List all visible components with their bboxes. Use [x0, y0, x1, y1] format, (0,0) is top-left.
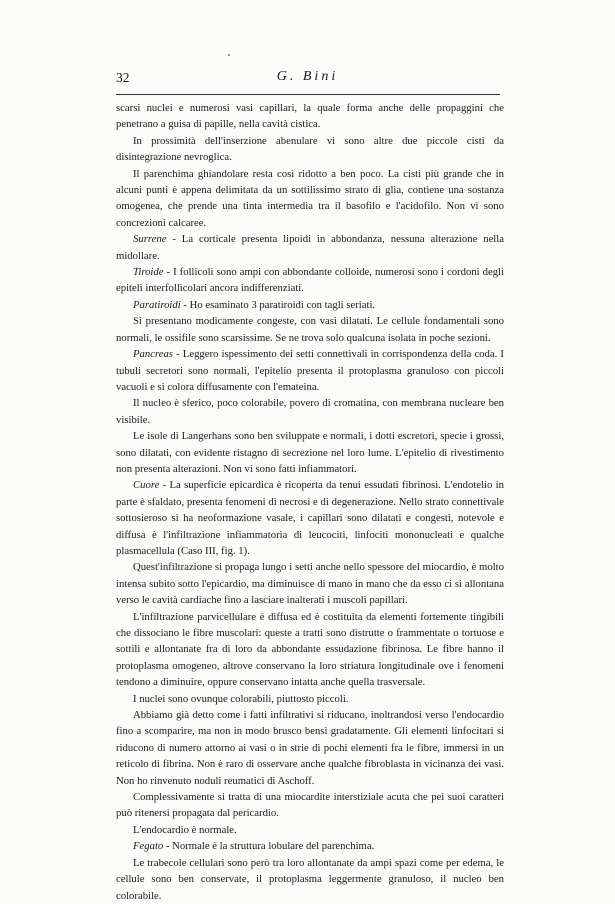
paragraph: Si presentano modicamente congeste, con vasi dilatati. Le cellule fondamentali sono normali, le ossifile sono scarsissime. Se ne trova solo qualcuna isolata in poche sezioni. [116, 315, 504, 344]
header-rule [116, 94, 500, 95]
body-text [116, 100, 504, 904]
paragraph: L'infiltrazione parvicellulare è diffusa ed è costituita da elementi fortemente tingibili che dissociano le fibre muscolari: queste a tratti sono distrutte o frammentate o tortuose e sottili e allontanate fra di loro da abbondante essudazione fibrinosa. Le fibre hanno il protoplasma omogeneo, altrove conservano la loro striatura longitudinale ove i fenomeni tendono a diminuire, oppure conservano intatta anche quella trasversale. [116, 610, 504, 689]
paragraph: Le isole di Langerhans sono ben sviluppate e normali, i dotti escretori, specie i grossi, sono dilatati, con evidente ristagno di secrezione nel loro lume. L'epitelio di rivestimento non presenta alterazioni. Non vi sono fatti infiammatori. [116, 430, 504, 475]
paragraph: I nuclei sono ovunque colorabili, piuttosto piccoli. [133, 692, 349, 705]
paragraph: Cuore - La superficie epicardica è ricoperta da tenui essudati fibrinosi. L'endotelio in parte è sfaldato, presenta fenomeni di necrosi e di degenerazione. Nello strato connettivale sottosieroso si ha neoformazione vasale, i capillari sono dilatati e congesti, notevole e diffusa è l'infiltrazione infiammatoria di leucociti, linfociti mononucleati e qualche plasmacellula (Caso III, fig. 1). [116, 479, 504, 557]
running-head: G. Bini [276, 69, 339, 84]
page-number: 32 [116, 70, 130, 85]
paragraph: Paratiroidi - Ho esaminato 3 paratiroidi con tagli seriati. [133, 298, 376, 311]
paragraph: Le trabecole cellulari sono però tra loro allontanate da ampi spazi come per edema, le cellule sono ben conservate, il protoplasma leggermente granuloso, il nucleo ben colorabile. [116, 856, 504, 902]
section-lead: Paratiroidi [133, 298, 181, 311]
paragraph: Il parenchima ghiandolare resta così ridotto a ben poco. La cisti più grande che in alcuni punti è appena delimitata da un sottilissimo strato di glia, contiene una sostanza omogenea, che prende una tinta intermedia tra il basofilo e l'acidofilo. Non vi sono concrezioni calcaree. [116, 167, 504, 229]
paragraph: Pancreas - Leggero ispessimento dei setti connettivali in corrispondenza della coda. I tubuli secretori sono normali, l'epitelio presenta il protoplasma granuloso con piccoli vacuoli e si colora diffusamente con l'emateina. [116, 348, 504, 393]
section-lead: Surrene [133, 233, 167, 246]
paragraph: Surrene - La corticale presenta lipoidi in abbondanza, nessuna alterazione nella midollare. [116, 233, 504, 262]
paragraph: L'endocardio è normale. [133, 823, 237, 836]
paragraph: Complessivamente si tratta di una miocardite interstiziale acuta che pei suoi caratteri può ritenersi propagata dal pericardio. [116, 791, 504, 820]
section-lead: Tiroide [133, 266, 164, 279]
section-lead: Pancreas [133, 348, 173, 361]
paragraph: Tiroide - I follicoli sono ampi con abbondante colloide, numerosi sono i cordoni degli epiteli interfollicolari ancora indifferenziati. [116, 266, 504, 295]
section-lead: Fegato [133, 840, 164, 853]
section-lead: Cuore [133, 479, 160, 492]
paragraph: Fegato - Normale è la struttura lobulare del parenchima. [133, 840, 375, 853]
paragraph: Quest'infiltrazione si propaga lungo i setti anche nello spessore del miocardio, è molto intensa subito sotto l'epicardio, ma diminuisce di mano in mano che da esso ci si allontana verso le cavità cardiache fino a lasciare inalterati i muscoli papillari. [116, 561, 504, 607]
paragraph: scarsi nuclei e numerosi vasi capillari, la quale forma anche delle propaggini che penetrano a guisa di papille, nella cavità cistica. [116, 102, 504, 131]
paragraph: In prossimità dell'inserzione abenulare vi sono altre due piccole cisti da disintegrazione nevroglica. [116, 134, 504, 164]
paragraph: Il nucleo è sferico, poco colorabile, povero di cromatina, con membrana nucleare ben visibile. [116, 397, 504, 426]
paragraph: Abbiamo già detto come i fatti infiltrativi si riducano, inoltrandosi verso l'endocardio fino a scomparire, ma non in modo brusco bensì gradatamente. Gli elementi linfocitari si riducono di numero attorno ai vasi o in strie di pochi elementi fra le fibre, immersi in un reticolo di fibrina. Non è raro di osservare anche qualche fibroblasta in vicinanza dei vasi. Non ho rinvenuto noduli reumatici di Aschoff. [116, 709, 504, 787]
print-speck [228, 54, 230, 56]
